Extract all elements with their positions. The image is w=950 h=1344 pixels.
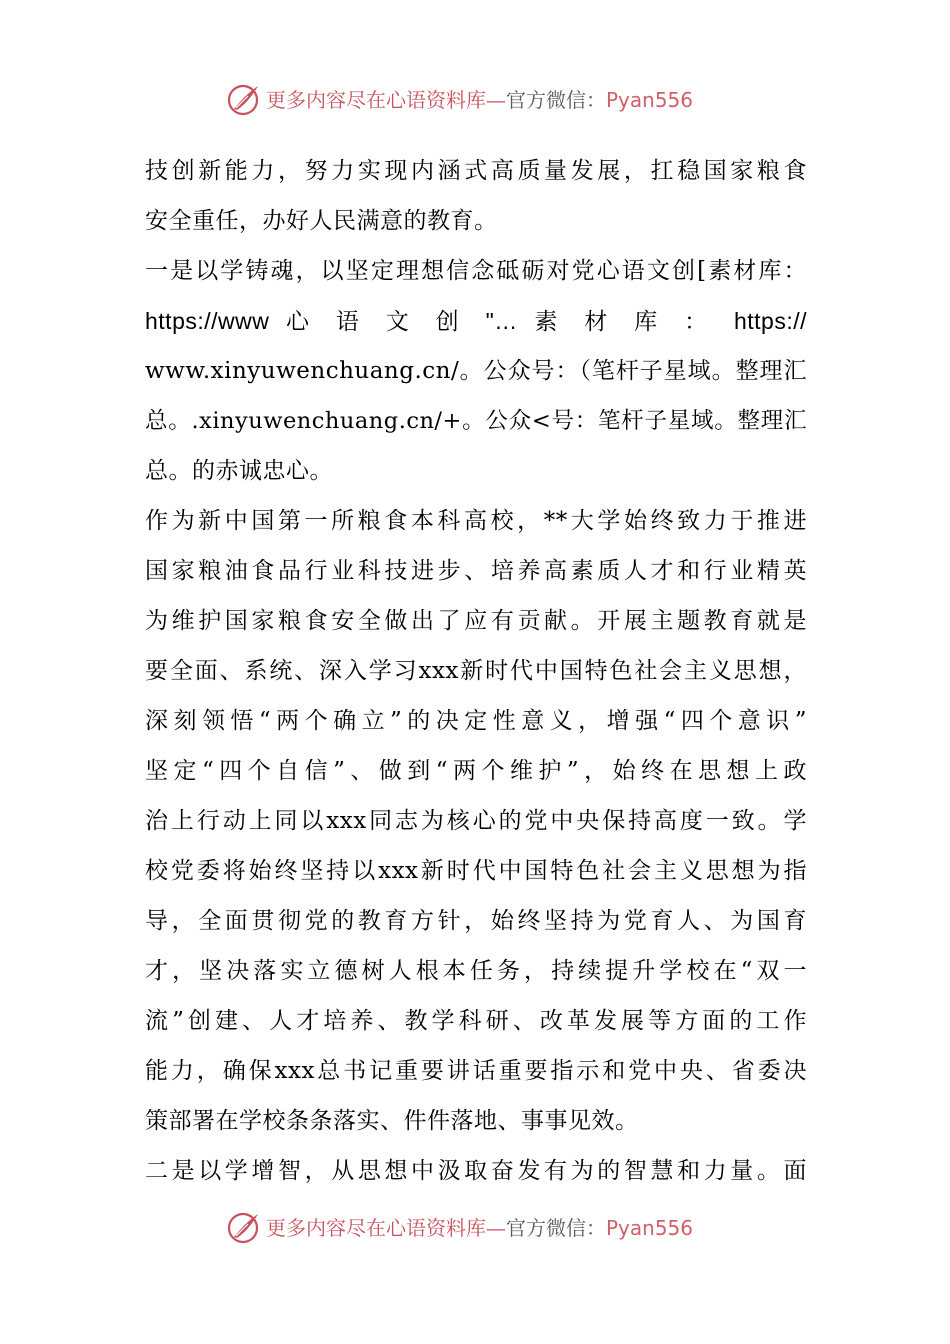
text-line: 作为新中国第一所粮食本科高校，**大学始终致力于推进 [145, 508, 807, 534]
footer-banner-label: 官方微信： [506, 1216, 606, 1240]
text-line: 流”创建、人才培养、教学科研、改革发展等方面的工作 [145, 1008, 807, 1034]
document-body [145, 146, 807, 1196]
footer-banner-separator: — [486, 1216, 506, 1240]
header-banner-label: 官方微信： [506, 88, 606, 112]
footer-banner-wechat-id: Pyan556 [606, 1216, 694, 1240]
text-line: 为维护国家粮食安全做出了应有贡献。开展主题教育就是 [145, 608, 807, 634]
text-line: 二是以学增智，从思想中汲取奋发有为的智慧和力量。面 [145, 1158, 807, 1184]
text-line: 安全重任，办好人民满意的教育。 [145, 208, 498, 234]
text-line: 要全面、系统、深入学习xxx新时代中国特色社会主义思想， [145, 658, 807, 684]
footer-banner-main: 更多内容尽在心语资料库 [266, 1216, 486, 1240]
header-banner-text [266, 86, 693, 114]
text-line: 坚定“四个自信”、做到“两个维护”，始终在思想上政 [145, 758, 807, 784]
text-line: 总。的赤诚忠心。 [145, 458, 333, 484]
header-banner-wechat-id: Pyan556 [606, 88, 694, 112]
text-line: 技创新能力，努力实现内涵式高质量发展，扛稳国家粮食 [145, 158, 807, 184]
header-banner-separator: — [486, 88, 506, 112]
text-line: www.xinyuwenchuang.cn/。公众号：（笔杆子星域。整理汇 [145, 358, 807, 384]
text-line: 国家粮油食品行业科技进步、培养高素质人才和行业精英 [145, 558, 807, 584]
text-line: https://www 心 语 文 创 "… 素 材 库 ： https:// [145, 308, 807, 334]
text-line: 能力，确保xxx总书记重要讲话重要指示和党中央、省委决 [145, 1058, 807, 1084]
text-line: 校党委将始终坚持以xxx新时代中国特色社会主义思想为指 [145, 858, 807, 884]
text-line: 深刻领悟“两个确立”的决定性意义，增强“四个意识” [145, 708, 807, 734]
footer-banner [0, 1208, 950, 1248]
quill-logo-icon [226, 82, 262, 118]
header-banner [0, 80, 950, 120]
text-line: 总。.xinyuwenchuang.cn/+。公众<号：笔杆子星域。整理汇 [145, 408, 807, 434]
text-line: 策部署在学校条条落实、件件落地、事事见效。 [145, 1108, 639, 1134]
text-line: 一是以学铸魂，以坚定理想信念砥砺对党心语文创[素材库： [145, 258, 807, 284]
text-line: 导，全面贯彻党的教育方针，始终坚持为党育人、为国育 [145, 908, 807, 934]
footer-banner-text [266, 1214, 693, 1242]
text-line: 才，坚决落实立德树人根本任务，持续提升学校在“双一 [145, 958, 807, 984]
text-line: 治上行动上同以xxx同志为核心的党中央保持高度一致。学 [145, 808, 807, 834]
quill-logo-icon [226, 1210, 262, 1246]
header-banner-main: 更多内容尽在心语资料库 [266, 88, 486, 112]
